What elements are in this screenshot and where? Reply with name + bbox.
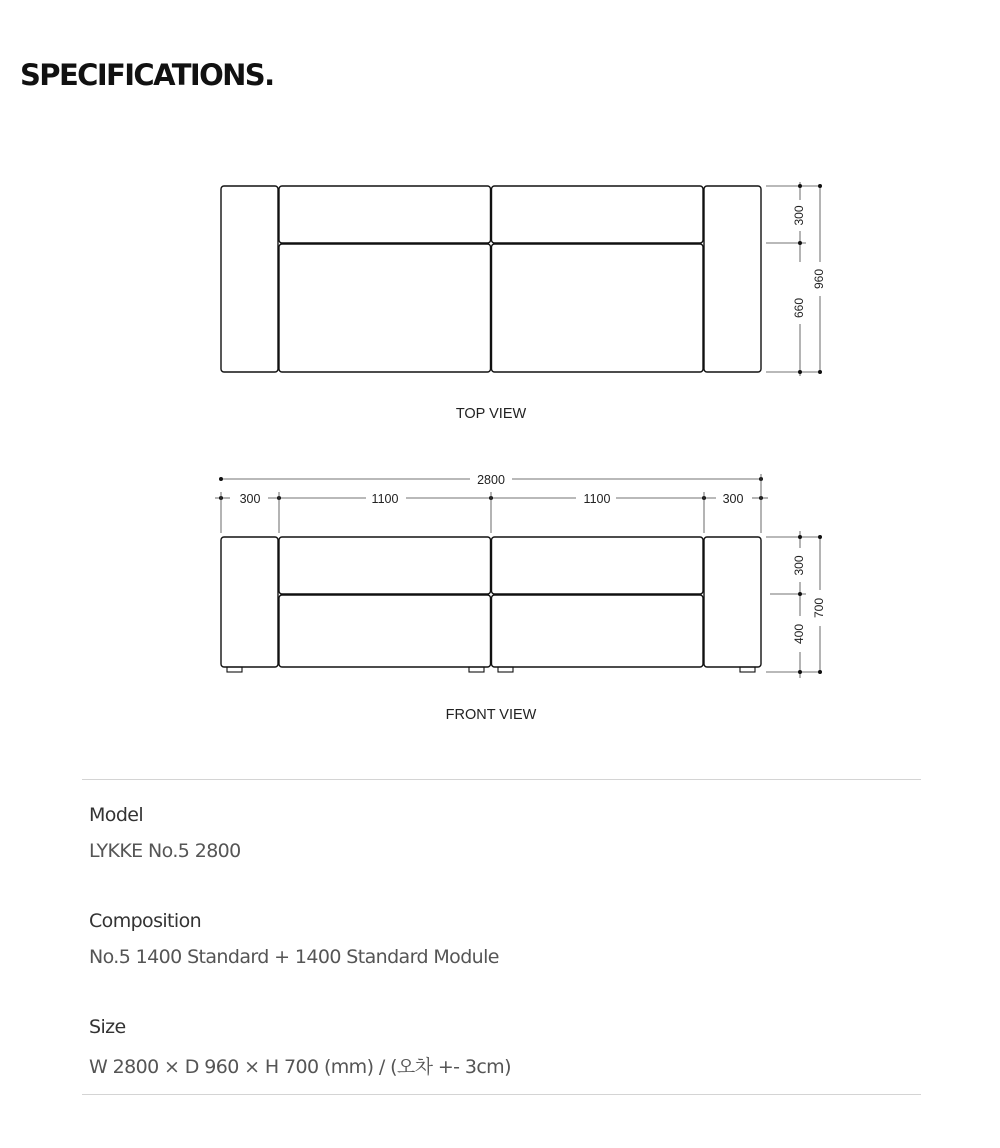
leg [227, 667, 242, 672]
front-dim-total: 700 [812, 597, 827, 619]
front-seat-right [492, 595, 704, 667]
front-view-caption: FRONT VIEW [445, 707, 537, 723]
front-dim-module-right: 1100 [583, 492, 611, 506]
spec-value: LYKKE No.5 2800 [89, 840, 241, 862]
spec-label: Model [89, 804, 144, 826]
top-back-right [492, 186, 704, 243]
spec-value: W 2800 × D 960 × H 700 (mm) / (오차 +- 3cm) [89, 1056, 511, 1078]
front-dim-module-left: 1100 [371, 492, 399, 506]
spec-value: No.5 1400 Standard + 1400 Standard Module [89, 946, 499, 968]
spec-model [89, 804, 241, 862]
spec-label: Size [89, 1016, 126, 1038]
leg [469, 667, 484, 672]
top-arm-right [704, 186, 761, 372]
spec-label: Composition [89, 910, 202, 932]
top-dim-back: 300 [792, 205, 807, 226]
divider-top [82, 779, 921, 780]
leg [498, 667, 513, 672]
front-back-right [492, 537, 704, 594]
front-back-left [279, 537, 491, 594]
leg [740, 667, 755, 672]
top-dim-seat: 660 [792, 297, 807, 319]
top-dim-total: 960 [812, 268, 827, 290]
spec-size [89, 1016, 511, 1079]
divider-bottom [82, 1094, 921, 1095]
top-seat-left [279, 244, 491, 372]
front-arm-right [704, 537, 761, 667]
top-view-caption: TOP VIEW [455, 406, 527, 422]
front-arm-left [221, 537, 278, 667]
front-dim-back: 300 [792, 555, 807, 576]
front-dim-seat: 400 [792, 623, 807, 645]
front-seat-left [279, 595, 491, 667]
front-dim-arm-right: 300 [722, 492, 744, 506]
spec-composition [89, 910, 499, 968]
front-dim-overall: 2800 [477, 473, 505, 487]
page-title: SPECIFICATIONS. [20, 58, 274, 92]
front-dim-arm-left: 300 [239, 492, 261, 506]
top-back-left [279, 186, 491, 243]
top-view [221, 182, 826, 422]
front-view [215, 473, 826, 723]
top-arm-left [221, 186, 278, 372]
top-seat-right [492, 244, 704, 372]
